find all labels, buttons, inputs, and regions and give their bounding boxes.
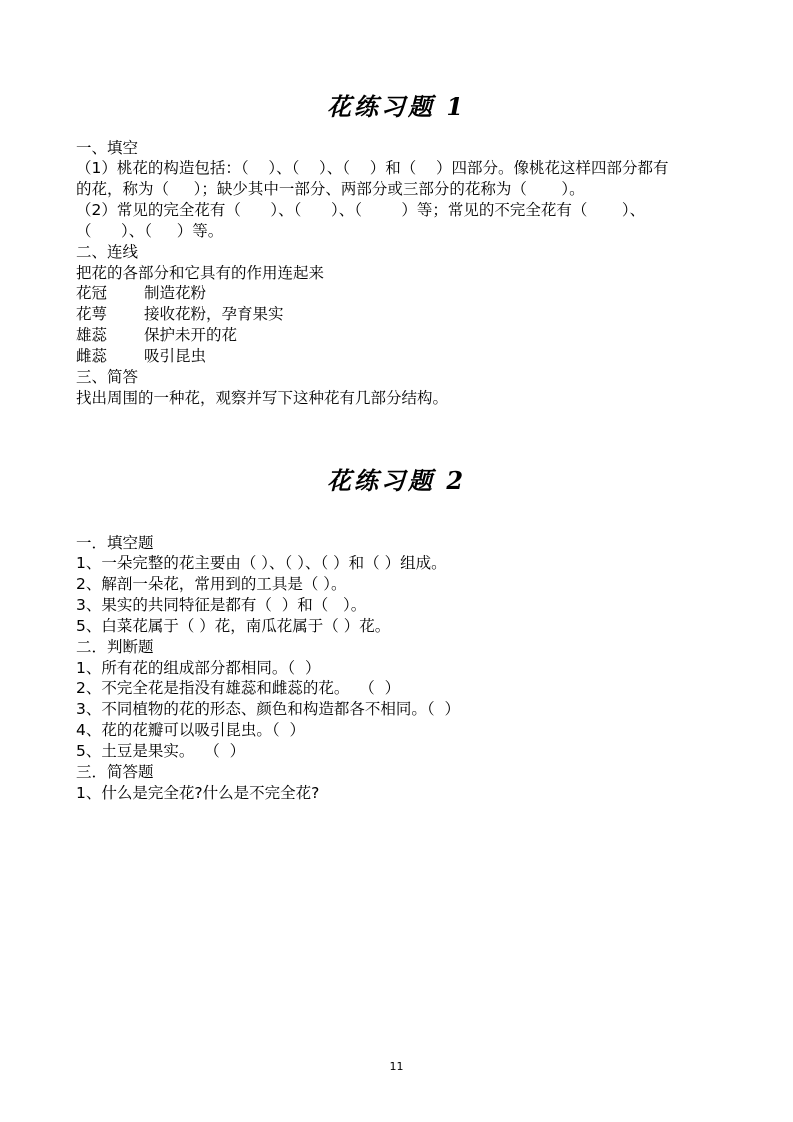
- matching-pair: [76, 283, 726, 304]
- true-false-question: 1、所有花的组成部分都相同。（ ）: [76, 658, 321, 677]
- fill-blank-question: 2、解剖一朵花，常用到的工具是（ ）。: [76, 575, 347, 594]
- exercise-2-body: [76, 533, 726, 804]
- flower-part-label: 花冠: [76, 284, 108, 303]
- true-false-question: 5、土豆是果实。 （ ）: [76, 741, 246, 760]
- flower-part-label: 花萼: [76, 305, 108, 324]
- fill-blank-line: （ ）、（ ）等。: [76, 221, 224, 240]
- flower-part-label: 雌蕊: [76, 346, 108, 365]
- fill-blank-heading: 一．填空题: [76, 533, 154, 552]
- matching-instruction: 把花的各部分和它具有的作用连起来: [76, 263, 325, 282]
- exercise-1-title: 花练习题 1: [326, 92, 467, 121]
- flower-function-label: 吸引昆虫: [144, 346, 207, 365]
- fill-blank-heading: 一、填空: [76, 138, 139, 157]
- fill-blank-line: 的花，称为（ ）；缺少其中一部分、两部分或三部分的花称为（ ）。: [76, 180, 585, 199]
- true-false-question: 3、不同植物的花的形态、颜色和构造都各不相同。（ ）: [76, 700, 460, 719]
- short-answer-heading: 三、简答: [76, 367, 139, 386]
- short-answer-question: 找出周围的一种花，观察并写下这种花有几部分结构。: [76, 388, 449, 407]
- exercise-1-body: [76, 138, 726, 409]
- matching-heading: 二、连线: [76, 242, 139, 261]
- flower-part-label: 雄蕊: [76, 326, 108, 345]
- true-false-heading: 二．判断题: [76, 637, 154, 656]
- exercise-2-title: 花练习题 2: [326, 466, 467, 495]
- fill-blank-question: 5、白菜花属于（ ）花，南瓜花属于（ ）花。: [76, 616, 391, 635]
- matching-pair: [76, 346, 726, 367]
- short-answer-heading: 三．简答题: [76, 762, 154, 781]
- true-false-question: 2、不完全花是指没有雄蕊和雌蕊的花。 （ ）: [76, 679, 401, 698]
- fill-blank-question: 3、果实的共同特征是都有（ ）和（ ）。: [76, 596, 367, 615]
- true-false-question: 4、花的花瓣可以吸引昆虫。（ ）: [76, 721, 305, 740]
- fill-blank-line: （1）桃花的构造包括：（ ）、（ ）、（ ）和（ ）四部分。像桃花这样四部分都有: [76, 159, 669, 178]
- short-answer-question: 1、什么是完全花?什么是不完全花?: [76, 783, 320, 802]
- page-number: 11: [389, 1060, 404, 1073]
- flower-function-label: 接收花粉，孕育果实: [144, 305, 284, 324]
- flower-function-label: 保护未开的花: [144, 326, 238, 345]
- fill-blank-question: 1、一朵完整的花主要由（ ）、（ ）、（ ）和（ ）组成。: [76, 554, 447, 573]
- matching-pair: [76, 325, 726, 346]
- fill-blank-line: （2）常见的完全花有（ ）、（ ）、（ ）等；常见的不完全花有（ ）、: [76, 201, 646, 220]
- matching-pair: [76, 304, 726, 325]
- flower-function-label: 制造花粉: [144, 284, 207, 303]
